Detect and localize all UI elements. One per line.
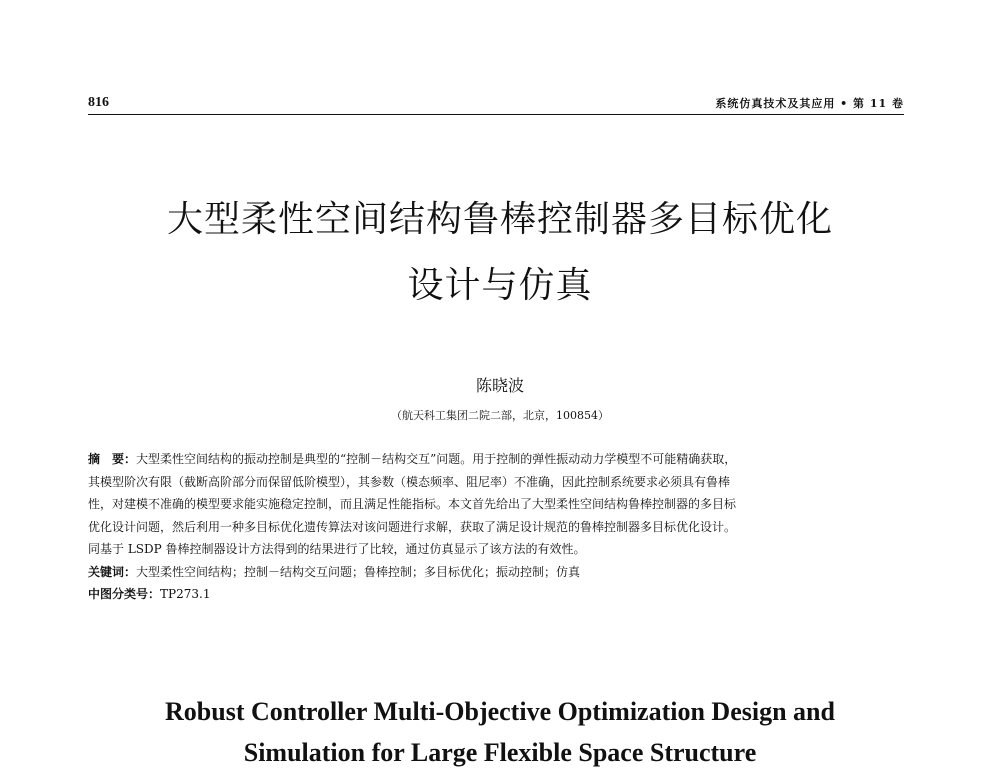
page-number: 816 (88, 95, 109, 110)
chinese-title-line-2: 设计与仿真 (407, 265, 593, 306)
running-header (88, 93, 904, 115)
english-title-line-1: Robust Controller Multi-Objective Optimization Design and (165, 697, 835, 726)
abstract-block (88, 448, 908, 606)
keywords-line (88, 561, 908, 584)
abstract-line (88, 448, 908, 471)
abstract-label: 摘 要： (88, 452, 137, 466)
abstract-line: 优化设计问题，然后利用一种多目标优化遗传算法对该问题进行求解，获取了满足设计规范的鲁棒控制器多目标优化设计。 (88, 519, 737, 534)
author-name: 陈晓波 (475, 376, 524, 395)
classification-line (88, 583, 908, 606)
abstract-line: 其模型阶次有限（截断高阶部分而保留低阶模型），其参数（模态频率、阻尼率）不准确，因此控制系统要求必须具有鲁棒 (88, 474, 731, 489)
author-affiliation: （航天科工集团二院二部，北京，100854） (391, 409, 609, 422)
classification-code: TP273.1 (160, 587, 211, 601)
classification-label: 中图分类号： (88, 587, 161, 601)
journal-name: 系统仿真技术及其应用 • 第 11 卷 (715, 97, 904, 110)
abstract-text: 大型柔性空间结构的振动控制是典型的“控制－结构交互”问题。用于控制的弹性振动动力学模型不可能精确获取， (136, 452, 737, 466)
chinese-title-line-1: 大型柔性空间结构鲁棒控制器多目标优化 (166, 199, 833, 240)
abstract-line: 同基于 LSDP 鲁棒控制器设计方法得到的结果进行了比较，通过仿真显示了该方法的有效性。 (88, 542, 586, 556)
keywords-text: 大型柔性空间结构；控制－结构交互问题；鲁棒控制；多目标优化；振动控制；仿真 (136, 564, 581, 579)
keywords-label: 关键词： (88, 564, 137, 579)
english-title-line-2: Simulation for Large Flexible Space Structure (243, 738, 757, 767)
abstract-line: 性，对建模不准确的模型要求能实施稳定控制，而且满足性能指标。本文首先给出了大型柔性空间结构鲁棒控制器的多目标 (88, 497, 737, 511)
